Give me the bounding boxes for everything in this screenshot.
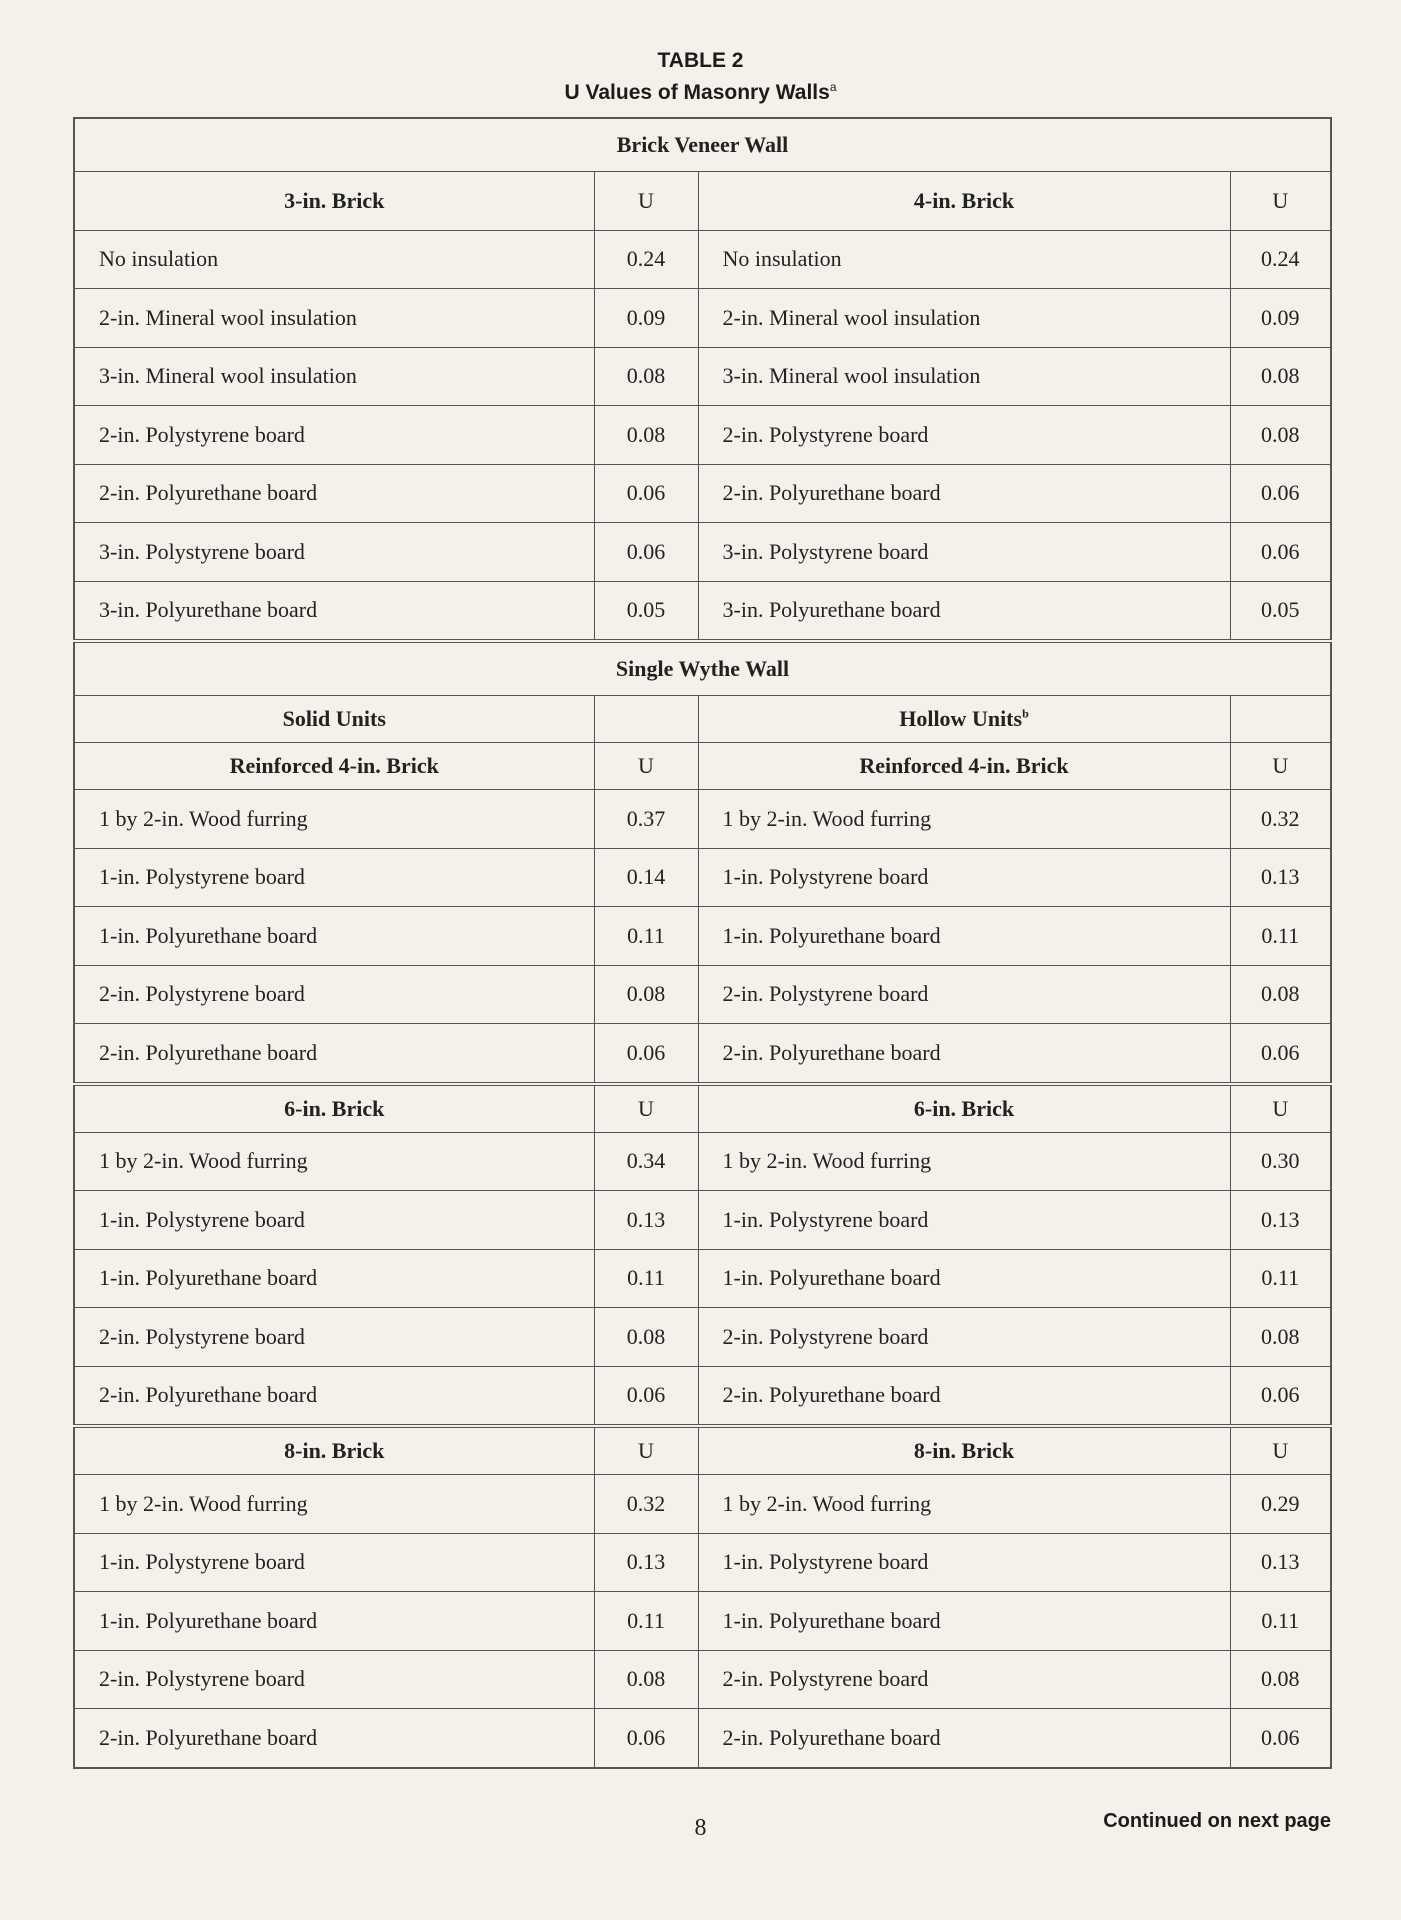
u-value-left: 0.11 [594, 1592, 698, 1651]
insulation-left: 2-in. Mineral wool insulation [74, 289, 594, 348]
insulation-right: 1 by 2-in. Wood furring [698, 790, 1230, 849]
table-row [74, 1650, 1331, 1709]
table-number: TABLE 2 [657, 49, 744, 72]
insulation-left: 2-in. Polystyrene board [74, 965, 594, 1024]
u-value-right: 0.08 [1230, 965, 1331, 1024]
insulation-left: 1-in. Polystyrene board [74, 1191, 594, 1250]
u-value-right: 0.30 [1230, 1132, 1331, 1191]
table-row [74, 230, 1331, 289]
insulation-right: 1-in. Polyurethane board [698, 907, 1230, 966]
u-value-left: 0.24 [594, 230, 698, 289]
u-value-right: 0.29 [1230, 1475, 1331, 1534]
table-row [74, 1308, 1331, 1367]
table-row [74, 790, 1331, 849]
table-row [74, 523, 1331, 582]
insulation-right: 1-in. Polyurethane board [698, 1249, 1230, 1308]
u-value-right: 0.09 [1230, 289, 1331, 348]
insulation-left: 1 by 2-in. Wood furring [74, 1132, 594, 1191]
u-value-left: 0.06 [594, 1024, 698, 1084]
insulation-right: 2-in. Polystyrene board [698, 1308, 1230, 1367]
u-value-left: 0.11 [594, 907, 698, 966]
insulation-right: 2-in. Polyurethane board [698, 1709, 1230, 1768]
insulation-left: 2-in. Polystyrene board [74, 1650, 594, 1709]
column-header-u: U [1230, 1084, 1331, 1133]
table-row [74, 1592, 1331, 1651]
insulation-right: No insulation [698, 230, 1230, 289]
empty-cell [594, 696, 698, 743]
table-row [74, 464, 1331, 523]
insulation-right: 1-in. Polystyrene board [698, 848, 1230, 907]
section-header-left: 6-in. Brick [74, 1084, 594, 1133]
insulation-right: 2-in. Polystyrene board [698, 965, 1230, 1024]
u-value-left: 0.13 [594, 1533, 698, 1592]
table-row [74, 1132, 1331, 1191]
caption-footnote-marker: a [829, 80, 837, 94]
insulation-right: 1-in. Polystyrene board [698, 1533, 1230, 1592]
u-value-left: 0.08 [594, 965, 698, 1024]
u-value-left: 0.08 [594, 1308, 698, 1367]
u-value-left: 0.37 [594, 790, 698, 849]
u-value-right: 0.06 [1230, 1024, 1331, 1084]
insulation-left: No insulation [74, 230, 594, 289]
u-value-right: 0.13 [1230, 848, 1331, 907]
insulation-right: 2-in. Mineral wool insulation [698, 289, 1230, 348]
table-row [74, 1249, 1331, 1308]
u-value-right: 0.06 [1230, 523, 1331, 582]
units-header-row [74, 696, 1331, 743]
hollow-units-text: Hollow Units [899, 706, 1023, 731]
section-header-row [74, 1426, 1331, 1475]
insulation-left: 2-in. Polystyrene board [74, 406, 594, 465]
u-value-right: 0.08 [1230, 347, 1331, 406]
insulation-right: 1 by 2-in. Wood furring [698, 1132, 1230, 1191]
u-value-left: 0.08 [594, 1650, 698, 1709]
insulation-left: 1-in. Polyurethane board [74, 907, 594, 966]
table-row [74, 1366, 1331, 1426]
page-number: 8 [694, 1815, 707, 1841]
insulation-right: 2-in. Polyurethane board [698, 464, 1230, 523]
u-value-left: 0.08 [594, 347, 698, 406]
u-value-right: 0.11 [1230, 1592, 1331, 1651]
table-title [0, 48, 1401, 106]
u-value-right: 0.32 [1230, 790, 1331, 849]
table-row [74, 347, 1331, 406]
table-row [74, 1475, 1331, 1534]
table-row [74, 848, 1331, 907]
continued-note: Continued on next page [1103, 1810, 1331, 1832]
u-value-left: 0.09 [594, 289, 698, 348]
u-value-left: 0.08 [594, 406, 698, 465]
column-header-u: U [1230, 1426, 1331, 1475]
table-row [74, 1533, 1331, 1592]
table-row [74, 1709, 1331, 1768]
table-row [74, 581, 1331, 641]
insulation-left: 2-in. Polyurethane board [74, 464, 594, 523]
u-value-right: 0.05 [1230, 581, 1331, 641]
column-header-u: U [594, 743, 698, 790]
brick-veneer-title: Brick Veneer Wall [74, 118, 1331, 172]
u-value-right: 0.08 [1230, 1650, 1331, 1709]
table-body [74, 118, 1331, 1768]
section-header-row [74, 1084, 1331, 1133]
u-value-right: 0.11 [1230, 1249, 1331, 1308]
section-header-left: 8-in. Brick [74, 1426, 594, 1475]
insulation-left: 1-in. Polyurethane board [74, 1592, 594, 1651]
table-row [74, 965, 1331, 1024]
insulation-right: 3-in. Polystyrene board [698, 523, 1230, 582]
insulation-right: 2-in. Polystyrene board [698, 406, 1230, 465]
column-header-u: U [594, 1084, 698, 1133]
insulation-left: 1-in. Polystyrene board [74, 848, 594, 907]
insulation-right: 2-in. Polyurethane board [698, 1366, 1230, 1426]
insulation-right: 1-in. Polyurethane board [698, 1592, 1230, 1651]
insulation-left: 2-in. Polystyrene board [74, 1308, 594, 1367]
table-row [74, 289, 1331, 348]
hollow-units-label [698, 696, 1230, 743]
u-value-left: 0.14 [594, 848, 698, 907]
u-value-left: 0.05 [594, 581, 698, 641]
header-row-brick-veneer [74, 172, 1331, 231]
insulation-right: 1-in. Polystyrene board [698, 1191, 1230, 1250]
u-value-right: 0.06 [1230, 1709, 1331, 1768]
u-value-left: 0.06 [594, 464, 698, 523]
column-header-left: 3-in. Brick [74, 172, 594, 231]
section-header-right: 6-in. Brick [698, 1084, 1230, 1133]
insulation-left: 1-in. Polyurethane board [74, 1249, 594, 1308]
table-row [74, 1024, 1331, 1084]
insulation-right: 2-in. Polyurethane board [698, 1024, 1230, 1084]
u-value-right: 0.06 [1230, 464, 1331, 523]
u-value-left: 0.06 [594, 1366, 698, 1426]
column-header-u: U [1230, 172, 1331, 231]
solid-units-label: Solid Units [74, 696, 594, 743]
u-value-right: 0.08 [1230, 1308, 1331, 1367]
insulation-left: 3-in. Mineral wool insulation [74, 347, 594, 406]
insulation-right: 3-in. Mineral wool insulation [698, 347, 1230, 406]
column-header-u: U [594, 172, 698, 231]
section-header-left: Reinforced 4-in. Brick [74, 743, 594, 790]
insulation-left: 1-in. Polystyrene board [74, 1533, 594, 1592]
u-value-left: 0.34 [594, 1132, 698, 1191]
u-value-left: 0.13 [594, 1191, 698, 1250]
table-caption-text: U Values of Masonry Walls [564, 81, 830, 104]
u-value-left: 0.11 [594, 1249, 698, 1308]
u-value-right: 0.13 [1230, 1191, 1331, 1250]
u-value-left: 0.32 [594, 1475, 698, 1534]
insulation-left: 1 by 2-in. Wood furring [74, 790, 594, 849]
hollow-footnote-marker: b [1022, 706, 1029, 721]
insulation-right: 3-in. Polyurethane board [698, 581, 1230, 641]
insulation-left: 2-in. Polyurethane board [74, 1366, 594, 1426]
u-value-left: 0.06 [594, 523, 698, 582]
u-values-table [73, 117, 1332, 1769]
insulation-right: 2-in. Polystyrene board [698, 1650, 1230, 1709]
u-value-right: 0.11 [1230, 907, 1331, 966]
insulation-left: 3-in. Polystyrene board [74, 523, 594, 582]
empty-cell [1230, 696, 1331, 743]
column-header-u: U [594, 1426, 698, 1475]
section-band-single-wythe [74, 641, 1331, 696]
u-value-right: 0.24 [1230, 230, 1331, 289]
u-value-left: 0.06 [594, 1709, 698, 1768]
table-row [74, 1191, 1331, 1250]
section-header-right: Reinforced 4-in. Brick [698, 743, 1230, 790]
section-header-row [74, 743, 1331, 790]
table-row [74, 907, 1331, 966]
table-caption [0, 74, 1401, 106]
column-header-u: U [1230, 743, 1331, 790]
insulation-right: 1 by 2-in. Wood furring [698, 1475, 1230, 1534]
insulation-left: 3-in. Polyurethane board [74, 581, 594, 641]
insulation-left: 2-in. Polyurethane board [74, 1024, 594, 1084]
u-value-right: 0.06 [1230, 1366, 1331, 1426]
column-header-right: 4-in. Brick [698, 172, 1230, 231]
u-value-right: 0.13 [1230, 1533, 1331, 1592]
section-band-brick-veneer [74, 118, 1331, 172]
single-wythe-title: Single Wythe Wall [74, 641, 1331, 696]
u-value-right: 0.08 [1230, 406, 1331, 465]
insulation-left: 2-in. Polyurethane board [74, 1709, 594, 1768]
insulation-left: 1 by 2-in. Wood furring [74, 1475, 594, 1534]
section-header-right: 8-in. Brick [698, 1426, 1230, 1475]
table-row [74, 406, 1331, 465]
